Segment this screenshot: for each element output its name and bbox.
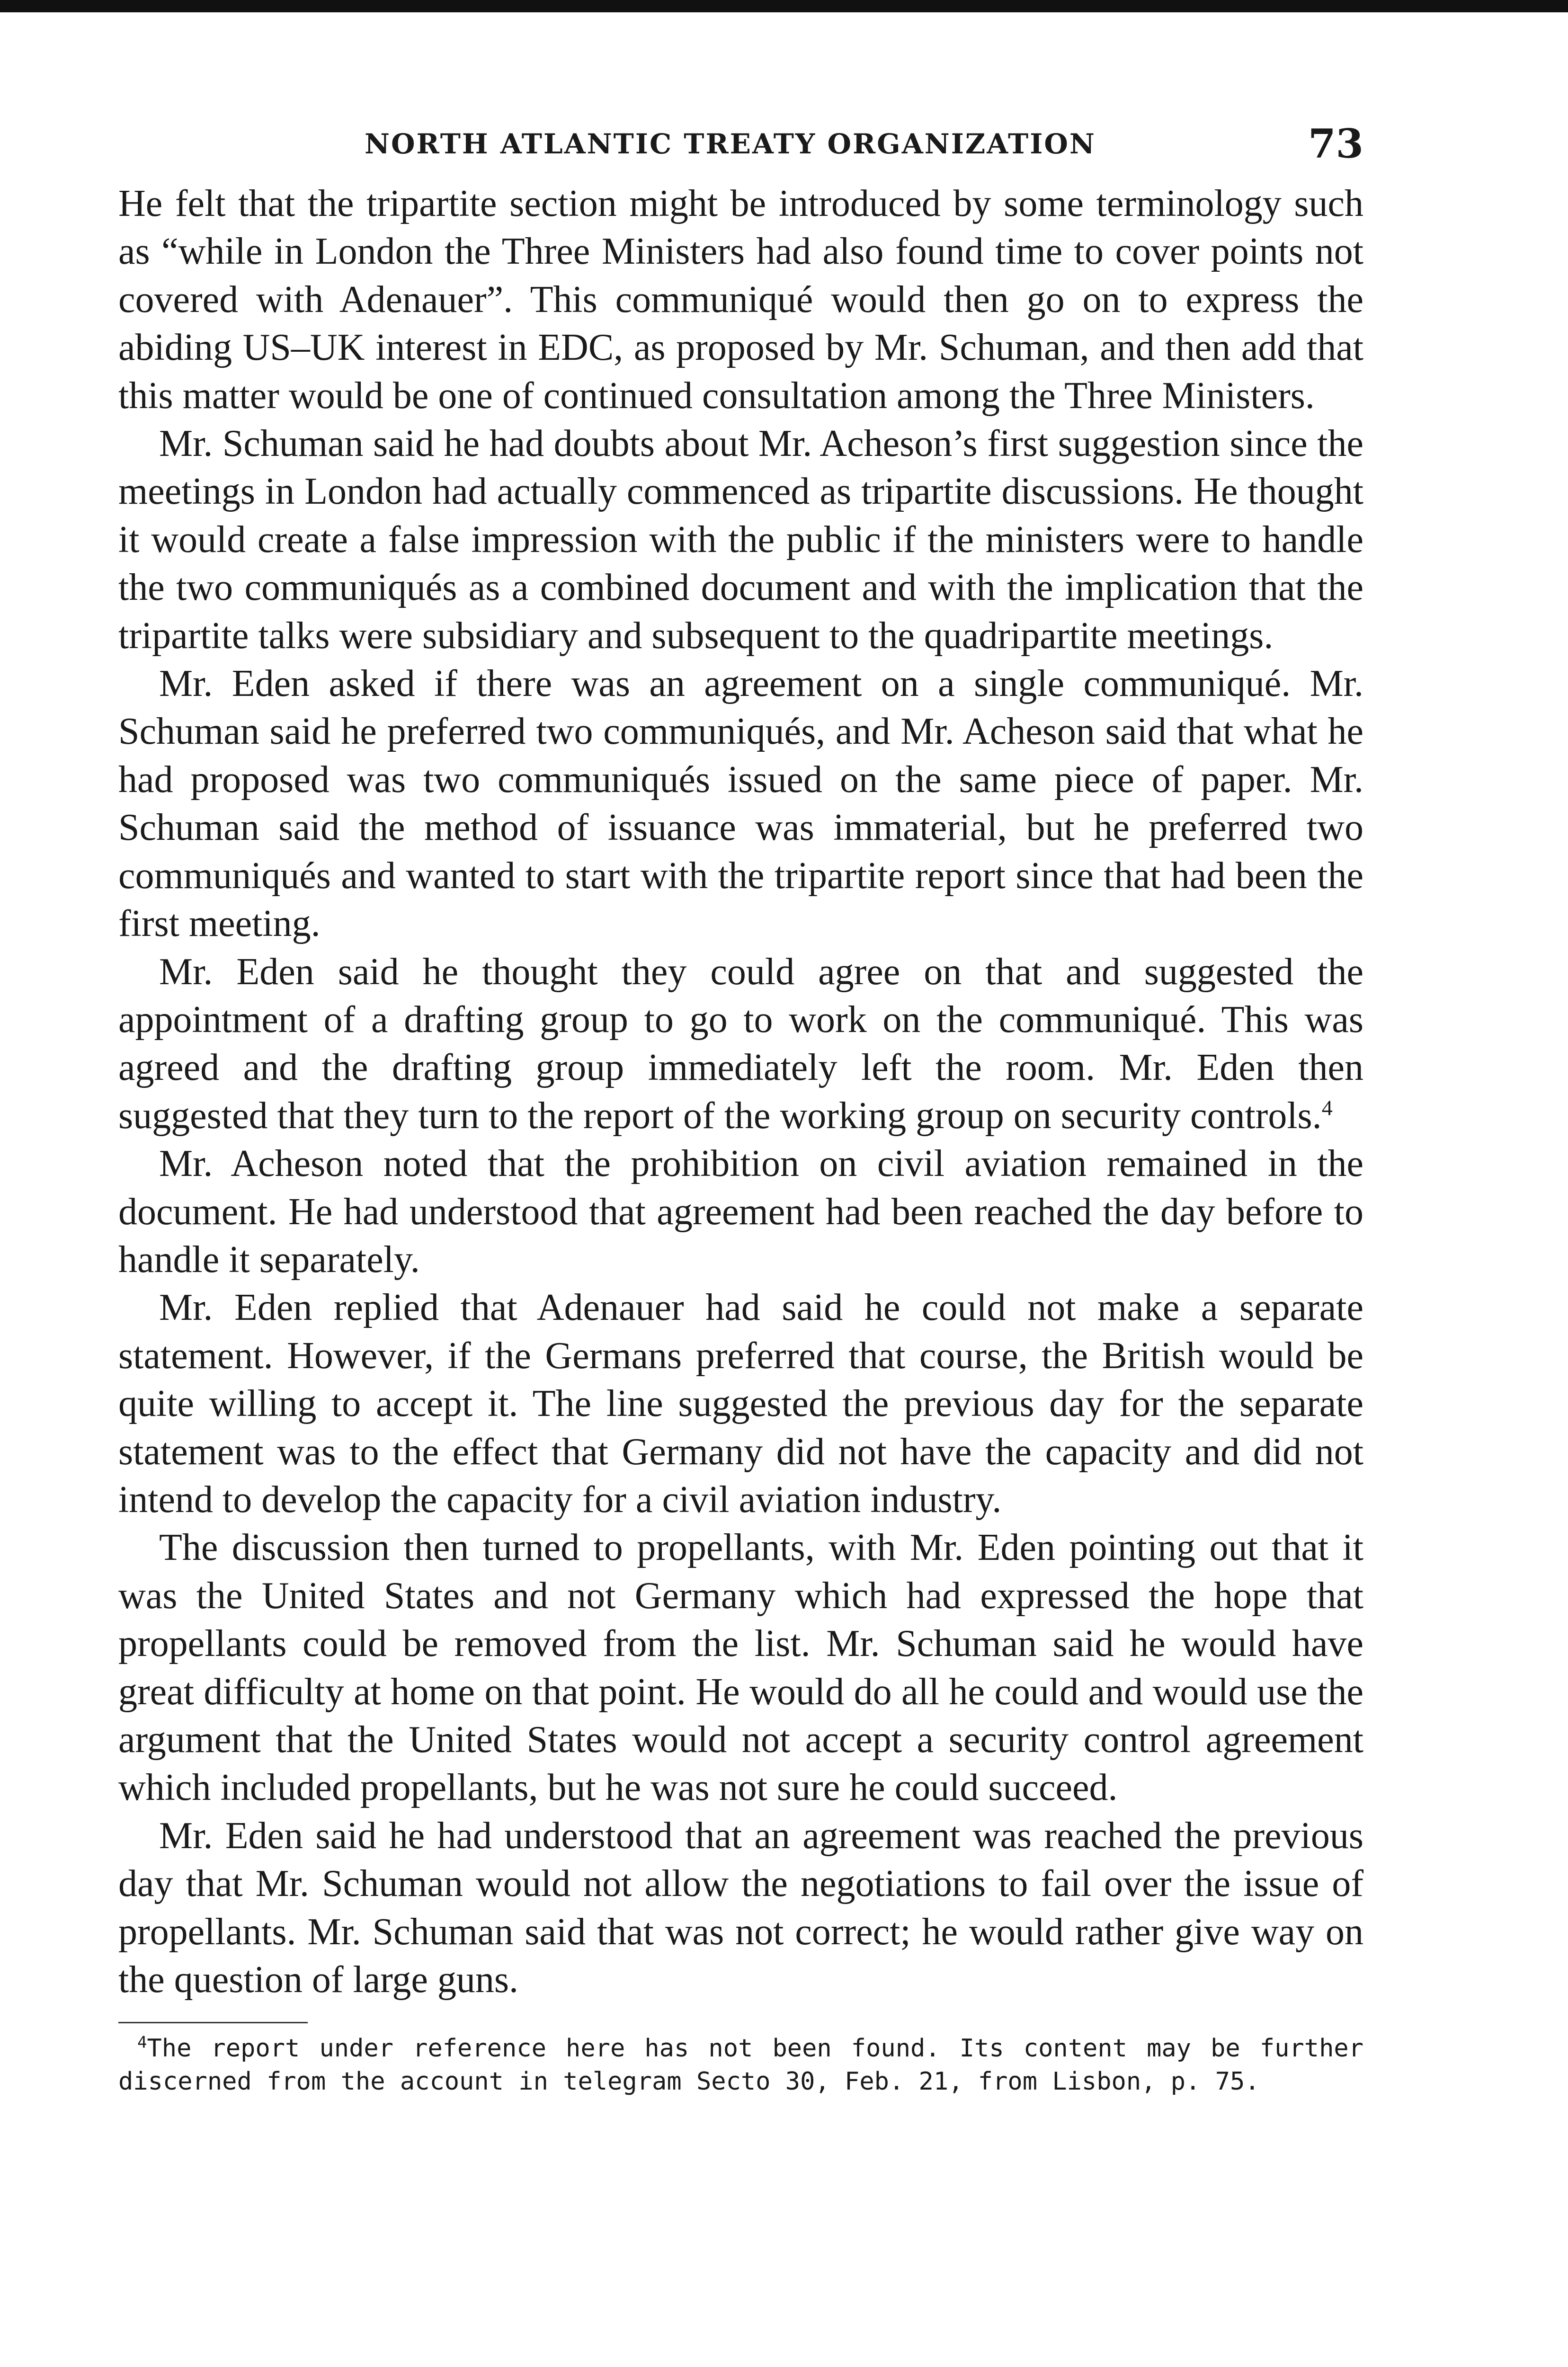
paragraph-text: Mr. Eden said he thought they could agree on that and suggested the appointment of a drafting group to go to work on the communiqué. This was agreed and the drafting group immediately left the room. Mr. Eden then suggested that they turn to the report of the working group on security controls. bbox=[118, 951, 1363, 1137]
paragraph: Mr. Eden replied that Adenauer had said he could not make a separate statement. However, if the Germans preferred that course, the British would be quite willing to accept it. The line suggested the previous day for the separate statement was to the effect that Germany did not have the capacity and did not intend to develop the capacity for a civil aviation industry. bbox=[118, 1287, 1363, 1521]
footnote-text: The report under reference here has not been found. Its content may be further discerned from the account in telegram Secto 30, Feb. 21, from Lisbon, p. 75. bbox=[118, 2034, 1363, 2096]
running-head: NORTH ATLANTIC TREATY ORGANIZATION bbox=[365, 128, 1096, 160]
paragraph: The discussion then turned to propellants, with Mr. Eden pointing out that it was the United States and not Germany which had expressed the hope that propellants could be removed from the list. Mr. Schuman said he would have great difficulty at home on that point. He would do all he could and would use the argument that the United States would not accept a security control agreement which included propellants, but he was not sure he could succeed. bbox=[118, 1527, 1363, 1809]
paragraph: Mr. Eden asked if there was an agreement on a single communiqué. Mr. Schuman said he preferred two communiqués, and Mr. Acheson said that what he had proposed was two communiqués issued on the same piece of paper. Mr. Schuman said the method of issuance was immaterial, but he preferred two communiqués and wanted to start with the tripartite report since that had been the first meeting. bbox=[118, 663, 1363, 945]
footnote-reference: 4 bbox=[1321, 1095, 1333, 1120]
footnote-mark: 4 bbox=[137, 2033, 147, 2053]
paragraph: Mr. Schuman said he had doubts about Mr. Acheson’s first suggestion since the meetings in London had actually commenced as tripartite discussions. He thought it would create a false impression with the public if the ministers were to handle the two communiqués as a combined document and with the implication that the tripartite talks were subsidiary and subsequent to the quadripartite meetings. bbox=[118, 423, 1363, 657]
paragraph: Mr. Acheson noted that the prohibition on civil aviation remained in the document. He had understood that agreement had been reached the day before to handle it separately. bbox=[118, 1143, 1363, 1281]
page-content bbox=[118, 109, 1363, 2098]
footnote-divider bbox=[118, 2022, 308, 2023]
paragraph: Mr. Eden said he had understood that an agreement was reached the previous day that Mr. Schuman would not allow the negotiations to fail over the issue of propellants. Mr. Schuman said that was not correct; he would rather give way on the question of large guns. bbox=[118, 1815, 1363, 2001]
footnote bbox=[118, 2032, 1363, 2098]
page-number: 73 bbox=[1308, 120, 1363, 167]
paragraph-with-footnote bbox=[118, 948, 1363, 1140]
page-header bbox=[118, 109, 1363, 180]
body-text bbox=[118, 180, 1363, 2004]
top-edge-rule bbox=[0, 0, 1568, 12]
paragraph: He felt that the tripartite section might be introduced by some terminology such as “while in London the Three Ministers had also found time to cover points not covered with Adenauer”. This communiqué would then go on to express the abiding US–UK interest in EDC, as proposed by Mr. Schuman, and then add that this matter would be one of continued consultation among the Three Ministers. bbox=[118, 183, 1363, 417]
